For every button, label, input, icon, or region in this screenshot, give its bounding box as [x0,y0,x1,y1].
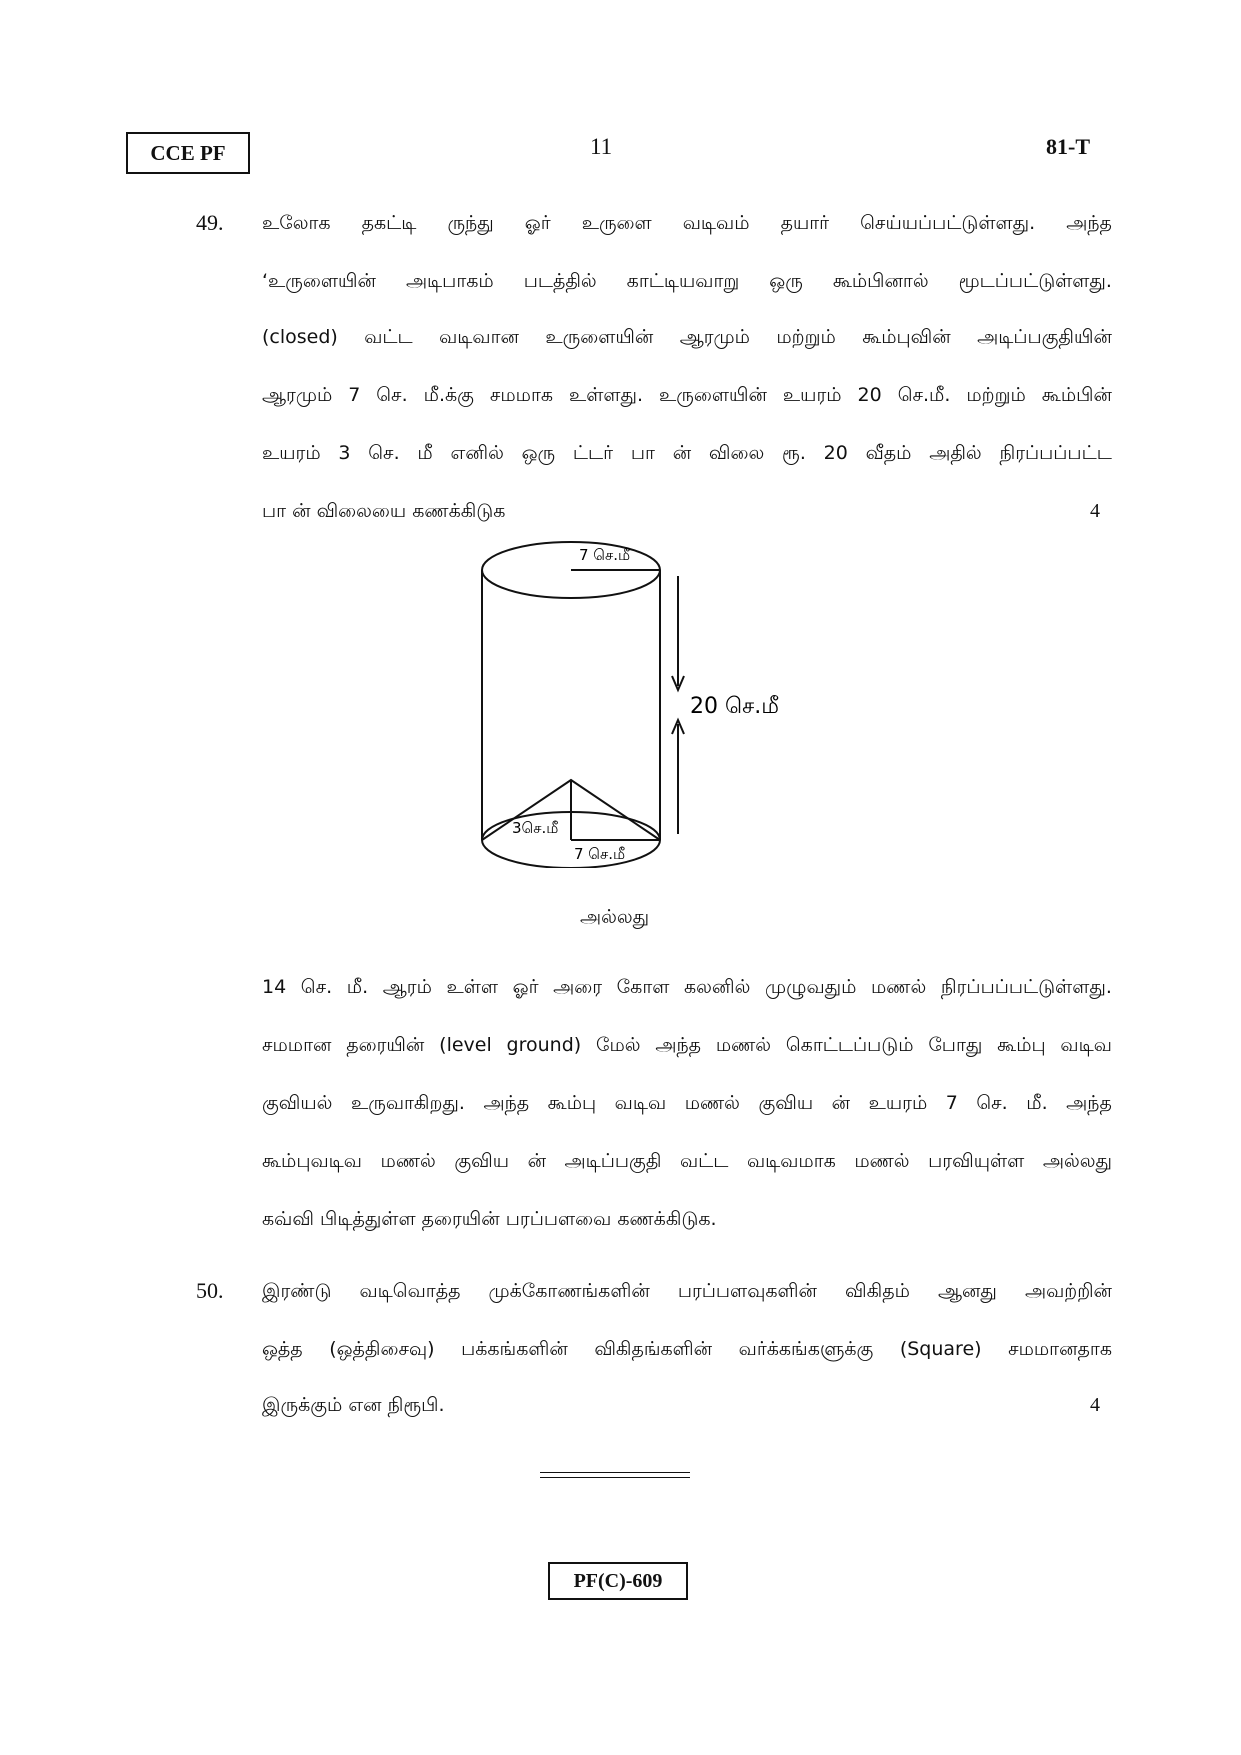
word: உருளையின் [659,384,767,406]
word: முக்கோணங்களின் [488,1280,650,1302]
label-bottom-radius: 7 செ.மீ [574,845,626,863]
word: குவியல் [262,1092,333,1114]
word: வடிவான [439,326,519,348]
word: கூம்புவடிவ [262,1150,362,1172]
word: வடிவம் [682,212,750,234]
subject-code: 81-T [1046,134,1090,159]
word: ரூ. [782,442,806,464]
word: உலோக [262,212,331,234]
word: ஆனது [937,1280,997,1302]
word: சமமான [262,1034,332,1056]
cylinder-cone-diagram [470,528,790,868]
word: கூம்பு [997,1034,1046,1056]
word: நிரப்பப்பட்டுள்ளது. [940,976,1112,998]
word: வடிவ [614,1092,667,1114]
word: மீ. [1026,1092,1048,1114]
word: அல்லது [1042,1150,1112,1172]
word: கூம்பினால் [832,270,929,292]
word: ஆரமும் [262,384,333,406]
word: அந்த [483,1092,530,1114]
paper-code: CCE PF [150,140,226,165]
word: மீ.க்கு [423,384,474,406]
footer-code-box [548,1562,688,1600]
word: (Square) [899,1338,982,1360]
word: 7 [945,1092,958,1114]
page-number: 11 [590,134,613,159]
word: போது [928,1034,983,1056]
word: ன் [527,1150,546,1172]
q49-alt-line-1 [262,976,1112,1001]
word: 20 [857,384,882,406]
word: மற்றும் [776,326,836,348]
word: இரண்டு [262,1280,332,1302]
word: அதில் [929,442,982,464]
word: (level [439,1034,492,1056]
paper-code-box [126,132,250,174]
word: உயரம் [782,384,842,406]
word: சமமானதாக [1008,1338,1112,1360]
word: வர்க்கங்களுக்கு [738,1338,874,1360]
word: செ. [300,976,333,998]
word: மீ. [346,976,369,998]
word: ன் [672,442,692,464]
question-number-49: 49. [196,210,224,235]
question-number-50: 50. [196,1278,224,1303]
word: ஆரமும் [679,326,750,348]
q50-line-1 [262,1280,1112,1305]
word: அரை [553,976,603,998]
word: வடிவமாக [746,1150,836,1172]
q49-alt-line-2 [262,1034,1112,1059]
word: அடிப்பகுதி [564,1150,662,1172]
word: பரப்பளவுகளின் [677,1280,817,1302]
word: கலனில் [684,976,751,998]
word: வட்ட [364,326,413,348]
word: பரவியுள்ள [928,1150,1025,1172]
word: அடிபாகம் [405,270,494,292]
label-height: 20 செ.மீ [690,694,780,719]
word: செ. [368,442,400,464]
word: கூம்பின் [1041,384,1112,406]
word: உயரம் [868,1092,928,1114]
q49-line-2 [262,270,1112,295]
word: வீதம் [865,442,912,464]
word: ஆரம் [382,976,432,998]
word: தரையின் [346,1034,425,1056]
word: பா [630,442,655,464]
label-cone-height: 3செ.மீ [512,819,559,837]
or-separator: அல்லது [580,906,650,928]
word: செ. [376,384,408,406]
q49-line-3 [262,326,1112,351]
word: வடிவொத்த [359,1280,461,1302]
word: 7 [348,384,361,406]
word: வட்ட [679,1150,729,1172]
word: மேல் [595,1034,641,1056]
word: செய்யப்பட்டுள்ளது. [860,212,1036,234]
word: அடிப்பகுதியின் [977,326,1112,348]
word: மணல் [380,1150,436,1172]
word: செ. [976,1092,1008,1114]
word: (closed) [262,326,338,348]
word: முழுவதும் [765,976,857,998]
label-top-radius: 7 செ.மீ [579,546,631,564]
q49-line-1 [262,212,1112,237]
word: குவிய [454,1150,510,1172]
word: பக்கங்களின் [461,1338,568,1360]
q50-line-3: இருக்கும் என நிரூபி. [262,1394,445,1416]
word: ட்டர் [572,442,614,464]
word: கூம்பு [547,1092,597,1114]
word: உருவாகிறது. [350,1092,465,1114]
word: அந்த [655,1034,702,1056]
word: கூம்புவின் [862,326,951,348]
end-rule-bottom [540,1477,690,1478]
word: அந்த [1066,212,1112,234]
word: உள்ள [446,976,499,998]
q50-marks: 4 [1090,1394,1100,1416]
word: மூடப்பட்டுள்ளது. [958,270,1112,292]
word: விலை [708,442,765,464]
word: மணல் [715,1034,772,1056]
word: உள்ளது. [569,384,644,406]
word: ground) [506,1034,582,1056]
word: விகிதம் [845,1280,910,1302]
cylinder-cone-figure [470,528,790,872]
word: குவிய [758,1092,814,1114]
word: ‘உருளையின் [262,270,376,292]
word: ஓர் [512,976,539,998]
word: உருளை [581,212,652,234]
q49-alt-line-4 [262,1150,1112,1175]
q49-alt-line-3 [262,1092,1112,1117]
word: மற்றும் [966,384,1026,406]
q50-line-2 [262,1338,1112,1363]
word: தயார் [780,212,830,234]
word: 20 [823,442,848,464]
q49-marks: 4 [1090,500,1100,522]
word: கொட்டப்படும் [785,1034,914,1056]
q49-line-6: பா ன் விலையை கணக்கிடுக [262,500,506,522]
q49-alt-line-5: கவ்வி பிடித்துள்ள தரையின் பரப்பளவை கணக்கிடுக. [262,1208,717,1230]
word: வடிவ [1060,1034,1112,1056]
word: ஒரு [769,270,803,292]
word: மீ [417,442,433,464]
word: அவற்றின் [1024,1280,1112,1302]
word: 3 [338,442,351,464]
q49-line-4 [262,384,1112,409]
word: கோள [616,976,670,998]
word: (ஒத்திசைவு) [329,1338,435,1360]
word: உயரம் [262,442,321,464]
word: 14 [262,976,287,998]
word: தகட்டி [361,212,417,234]
word: மணல் [854,1150,910,1172]
word: மணல் [684,1092,740,1114]
word: சமமாக [489,384,554,406]
footer-code: PF(C)-609 [573,1569,663,1592]
word: செ.மீ. [897,384,951,406]
word: ஓர் [524,212,551,234]
word: ஒத்த [262,1338,303,1360]
word: அந்த [1066,1092,1112,1114]
word: உருளையின் [545,326,654,348]
word: ஒரு [521,442,556,464]
q49-line-5 [262,442,1112,467]
word: மணல் [871,976,927,998]
word: நிரப்பப்பட்ட [999,442,1112,464]
word: ன் [831,1092,851,1114]
word: காட்டியவாறு [626,270,740,292]
word: ருந்து [447,212,494,234]
word: படத்தில் [523,270,597,292]
word: விகிதங்களின் [594,1338,713,1360]
end-rule-top [540,1472,690,1473]
word: எனில் [450,442,504,464]
